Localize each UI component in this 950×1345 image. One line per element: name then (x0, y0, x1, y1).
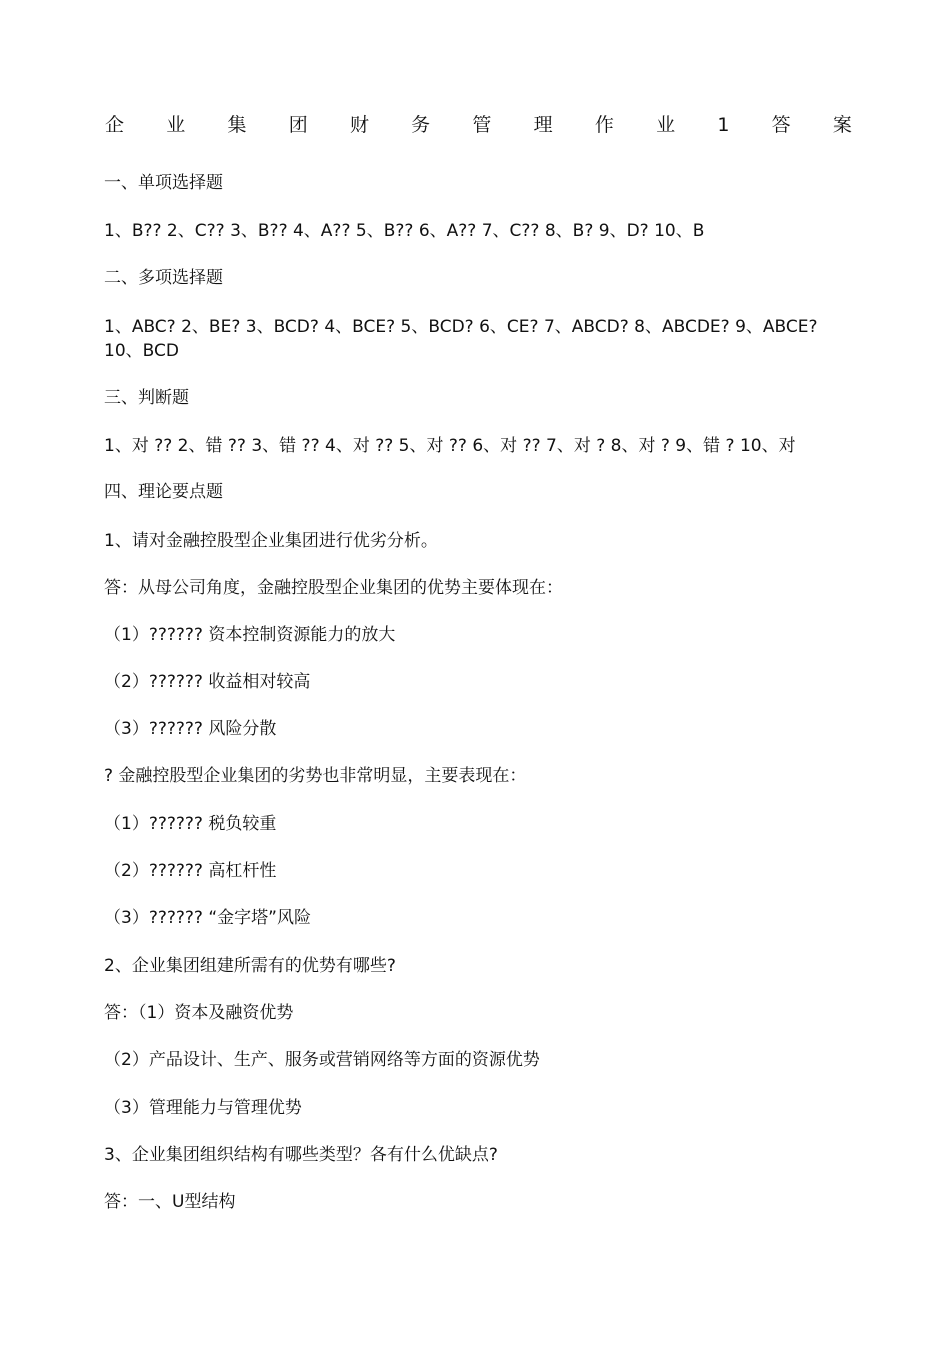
answer-1-point: （2）?????? 高杠杆性 (104, 861, 277, 881)
title-char: 务 (411, 114, 431, 136)
answer-3-intro: 答：一、U型结构 (104, 1192, 236, 1212)
question-1: 1、请对金融控股型企业集团进行优劣分析。 (104, 531, 438, 551)
answer-1-point: （1）?????? 资本控制资源能力的放大 (104, 625, 396, 645)
title-char: 理 (533, 114, 553, 136)
answer-1-disadvantage-intro: ? 金融控股型企业集团的劣势也非常明显，主要表现在： (104, 766, 527, 786)
answer-1-point: （3）?????? “金字塔”风险 (104, 908, 311, 928)
title-char: 案 (832, 114, 852, 136)
section-heading-true-false: 三、判断题 (104, 388, 189, 408)
question-3: 3、企业集团组织结构有哪些类型？各有什么优缺点? (104, 1145, 498, 1165)
title-char: 答 (771, 114, 791, 136)
title-char: 1 (717, 114, 730, 136)
answer-1-intro: 答：从母公司角度，金融控股型企业集团的优势主要体现在： (104, 578, 563, 598)
answer-2-point: 答：（1）资本及融资优势 (104, 1003, 294, 1023)
answer-2-point: （2）产品设计、生产、服务或营销网络等方面的资源优势 (104, 1050, 540, 1070)
title-char: 团 (288, 114, 308, 136)
title-char: 作 (594, 114, 614, 136)
answer-1-point: （1）?????? 税负较重 (104, 814, 277, 834)
title-char: 集 (227, 114, 247, 136)
section-heading-single-choice: 一、单项选择题 (104, 173, 223, 193)
answer-1-point: （2）?????? 收益相对较高 (104, 672, 311, 692)
title-char: 企 (105, 114, 125, 136)
answers-true-false: 1、对 ?? 2、错 ?? 3、错 ?? 4、对 ?? 5、对 ?? 6、对 ?? 7、对 ? 8、对 ? 9、错 ? 10、对 (104, 436, 796, 456)
title-char: 管 (472, 114, 492, 136)
answer-1-point: （3）?????? 风险分散 (104, 719, 277, 739)
answers-multiple-choice: 1、ABC? 2、BE? 3、BCD? 4、BCE? 5、BCD? 6、CE? 7、ABCD? 8、ABCDE? 9、ABCE? 10、BCD (104, 317, 818, 361)
question-2: 2、企业集团组建所需有的优势有哪些? (104, 956, 396, 976)
document-title (105, 113, 852, 137)
answers-single-choice: 1、B?? 2、C?? 3、B?? 4、A?? 5、B?? 6、A?? 7、C?? 8、B? 9、D? 10、B (104, 221, 705, 241)
answer-2-point: （3）管理能力与管理优势 (104, 1098, 302, 1118)
title-char: 业 (166, 114, 186, 136)
title-char: 财 (349, 114, 369, 136)
section-heading-theory: 四、理论要点题 (104, 482, 223, 502)
title-char: 业 (656, 114, 676, 136)
section-heading-multiple-choice: 二、多项选择题 (104, 268, 223, 288)
